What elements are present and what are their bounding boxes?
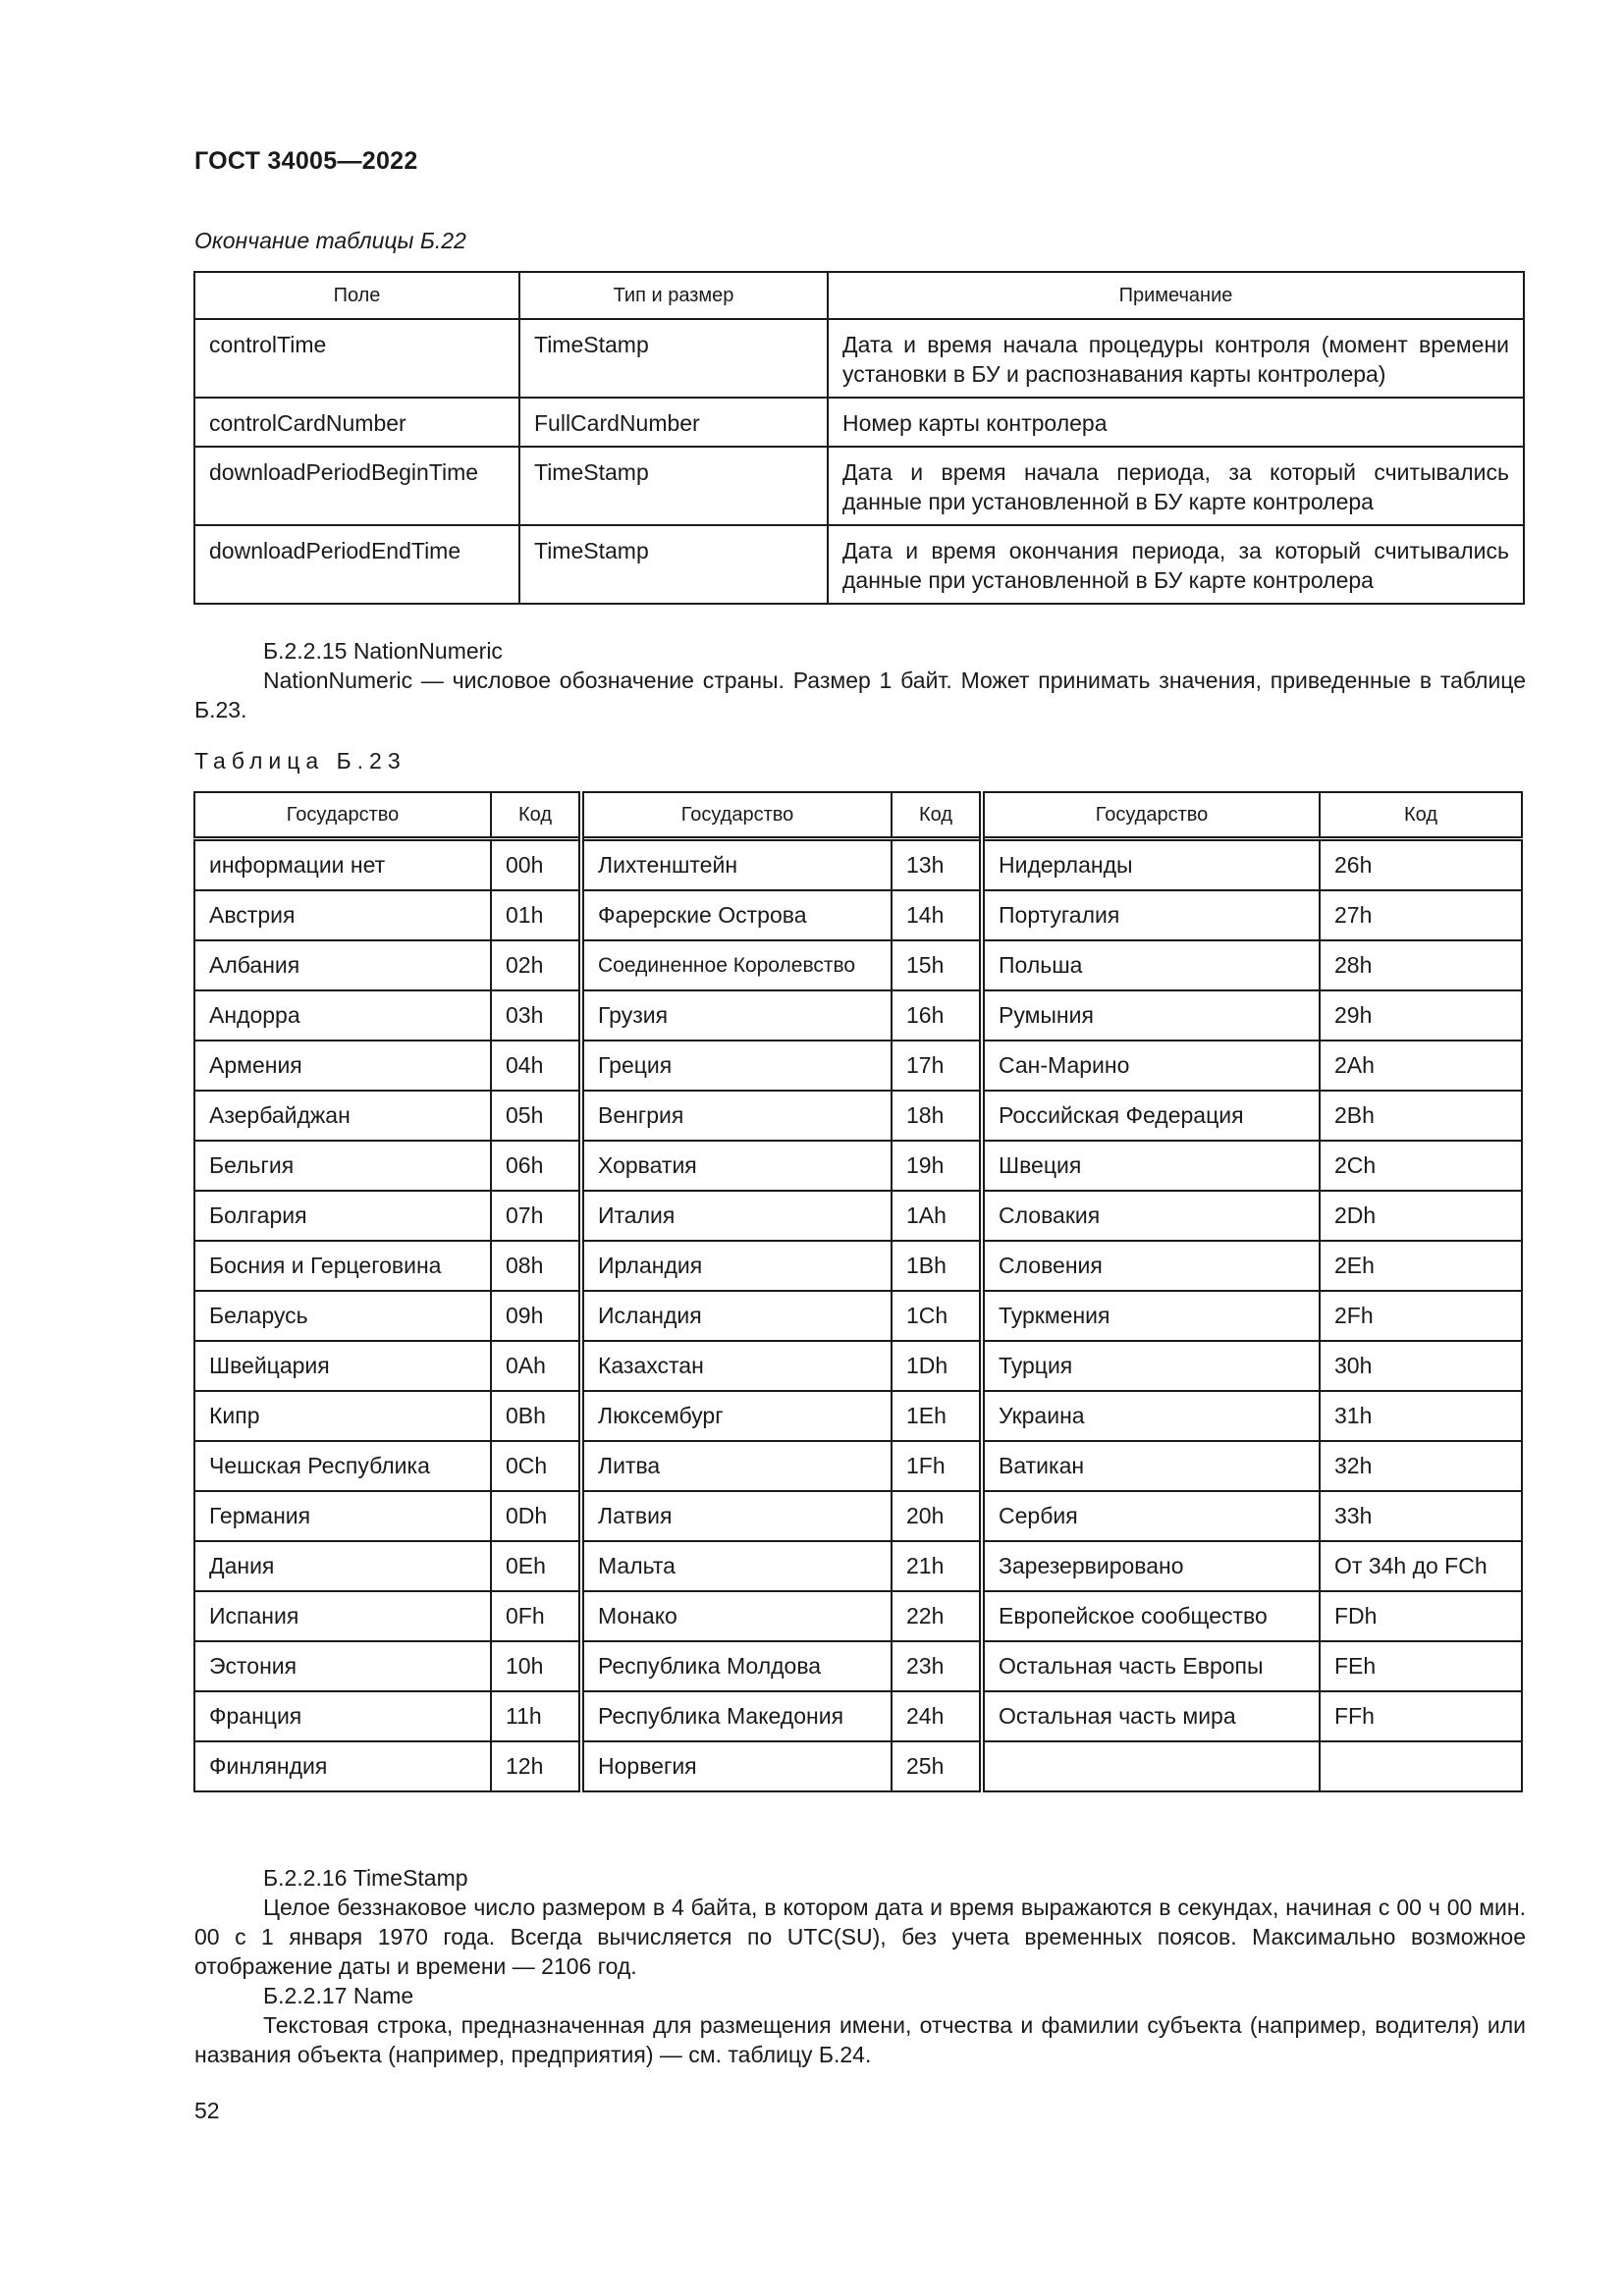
code-cell: 25h [892, 1741, 982, 1791]
country-cell: Албания [194, 940, 491, 990]
code-cell: 30h [1320, 1341, 1522, 1391]
country-cell: Остальная часть мира [982, 1691, 1320, 1741]
table-row [194, 525, 1524, 604]
table-row [194, 1141, 1522, 1191]
code-cell: 2Eh [1320, 1241, 1522, 1291]
field-cell: downloadPeriodBeginTime [194, 447, 519, 525]
code-cell: 12h [491, 1741, 581, 1791]
code-cell: 0Ah [491, 1341, 581, 1391]
table-row [194, 1291, 1522, 1341]
country-cell: Грузия [581, 990, 892, 1041]
code-cell: 0Eh [491, 1541, 581, 1591]
code-cell: 16h [892, 990, 982, 1041]
code-cell: 07h [491, 1191, 581, 1241]
type-cell: TimeStamp [519, 319, 828, 398]
table-row [194, 990, 1522, 1041]
column-header: Примечание [828, 272, 1524, 319]
code-cell: 06h [491, 1141, 581, 1191]
code-cell: 2Dh [1320, 1191, 1522, 1241]
code-cell: 03h [491, 990, 581, 1041]
country-cell: Армения [194, 1041, 491, 1091]
country-cell: Литва [581, 1441, 892, 1491]
table-row [194, 1341, 1522, 1391]
table-header-row [194, 272, 1524, 319]
table-row [194, 319, 1524, 398]
column-header: Тип и размер [519, 272, 828, 319]
country-cell: Чешская Республика [194, 1441, 491, 1491]
code-cell: 26h [1320, 839, 1522, 891]
country-cell: Ватикан [982, 1441, 1320, 1491]
type-cell: TimeStamp [519, 525, 828, 604]
country-cell: Украина [982, 1391, 1320, 1441]
country-cell: Республика Македония [581, 1691, 892, 1741]
table-row [194, 1391, 1522, 1441]
country-cell: Италия [581, 1191, 892, 1241]
country-cell: Остальная часть Европы [982, 1641, 1320, 1691]
field-cell: controlCardNumber [194, 398, 519, 447]
code-cell: 09h [491, 1291, 581, 1341]
country-cell: Румыния [982, 990, 1320, 1041]
table-b22-end [193, 271, 1525, 605]
country-cell: Мальта [581, 1541, 892, 1591]
country-cell: Швейцария [194, 1341, 491, 1391]
code-cell: FFh [1320, 1691, 1522, 1741]
country-cell: Венгрия [581, 1091, 892, 1141]
table-row [194, 447, 1524, 525]
country-cell: Исландия [581, 1291, 892, 1341]
country-cell: Латвия [581, 1491, 892, 1541]
country-cell: Финляндия [194, 1741, 491, 1791]
code-cell: 29h [1320, 990, 1522, 1041]
code-cell: FDh [1320, 1591, 1522, 1641]
country-cell: Соединенное Королевство [581, 940, 892, 990]
country-cell: Кипр [194, 1391, 491, 1441]
column-header: Государство [194, 792, 491, 839]
country-cell: Словения [982, 1241, 1320, 1291]
country-cell: Туркмения [982, 1291, 1320, 1341]
table-b23 [193, 791, 1523, 1792]
table-row [194, 839, 1522, 891]
code-cell: 0Bh [491, 1391, 581, 1441]
code-cell: 22h [892, 1591, 982, 1641]
section-text: Целое беззнаковое число размером в 4 байта, в котором дата и время выражаются в секундах, начиная с 00 ч 00 мин. 00 с 1 января 1970 года. Всегда вычисляется по UTC(SU), без учета временных поясов. Максимально возможное отображение даты и времени — 2106 год. [194, 1895, 1526, 1979]
note-cell: Дата и время начала периода, за который считывались данные при установленной в БУ карте контролера [828, 447, 1524, 525]
country-cell: Беларусь [194, 1291, 491, 1341]
table-row [194, 1191, 1522, 1241]
table-label: Таблица Б.23 [194, 748, 406, 774]
note-cell: Дата и время начала процедуры контроля (момент времени установки в БУ и распознавания карты контролера) [828, 319, 1524, 398]
table-row [194, 1041, 1522, 1091]
country-cell: Зарезервировано [982, 1541, 1320, 1591]
country-cell: Сан-Марино [982, 1041, 1320, 1091]
code-cell: 15h [892, 940, 982, 990]
section-b2217 [194, 1981, 1526, 2069]
code-cell: 24h [892, 1691, 982, 1741]
code-cell: 0Ch [491, 1441, 581, 1491]
table-body [194, 839, 1522, 1792]
column-header: Код [892, 792, 982, 839]
table-row [194, 1691, 1522, 1741]
country-cell: Португалия [982, 890, 1320, 940]
column-header: Код [491, 792, 581, 839]
section-text: NationNumeric — числовое обозначение страны. Размер 1 байт. Может принимать значения, приведенные в таблице Б.23. [194, 667, 1526, 722]
country-cell: Люксембург [581, 1391, 892, 1441]
code-cell: 20h [892, 1491, 982, 1541]
table-row [194, 398, 1524, 447]
table-row [194, 1541, 1522, 1591]
table-row [194, 1591, 1522, 1641]
code-cell: 05h [491, 1091, 581, 1141]
country-cell: Греция [581, 1041, 892, 1091]
field-cell: controlTime [194, 319, 519, 398]
code-cell: 2Fh [1320, 1291, 1522, 1341]
country-cell: Словакия [982, 1191, 1320, 1241]
country-cell: Испания [194, 1591, 491, 1641]
country-cell: Бельгия [194, 1141, 491, 1191]
country-cell [982, 1741, 1320, 1791]
country-cell: Швеция [982, 1141, 1320, 1191]
table-row [194, 1641, 1522, 1691]
code-cell: 1Fh [892, 1441, 982, 1491]
country-cell: Хорватия [581, 1141, 892, 1191]
table-continuation-caption: Окончание таблицы Б.22 [194, 228, 466, 253]
country-cell: Польша [982, 940, 1320, 990]
code-cell: 1Ah [892, 1191, 982, 1241]
code-cell: 2Ah [1320, 1041, 1522, 1091]
note-cell: Номер карты контролера [828, 398, 1524, 447]
country-cell: Азербайджан [194, 1091, 491, 1141]
country-cell: Босния и Герцеговина [194, 1241, 491, 1291]
document-code: ГОСТ 34005—2022 [194, 147, 418, 175]
country-cell: Эстония [194, 1641, 491, 1691]
code-cell: 27h [1320, 890, 1522, 940]
code-cell [1320, 1741, 1522, 1791]
code-cell: 02h [491, 940, 581, 990]
code-cell: 21h [892, 1541, 982, 1591]
code-cell: 0Dh [491, 1491, 581, 1541]
code-cell: 1Bh [892, 1241, 982, 1291]
type-cell: FullCardNumber [519, 398, 828, 447]
country-cell: Монако [581, 1591, 892, 1641]
code-cell: 0Fh [491, 1591, 581, 1641]
column-header: Государство [581, 792, 892, 839]
country-cell: Лихтенштейн [581, 839, 892, 891]
page-number: 52 [194, 2098, 220, 2123]
table-row [194, 1091, 1522, 1141]
code-cell: 19h [892, 1141, 982, 1191]
code-cell: От 34h до FCh [1320, 1541, 1522, 1591]
column-header: Государство [982, 792, 1320, 839]
table-header-row [194, 792, 1522, 839]
country-cell: Российская Федерация [982, 1091, 1320, 1141]
code-cell: 2Bh [1320, 1091, 1522, 1141]
country-cell: Дания [194, 1541, 491, 1591]
section-heading: Б.2.2.17 Name [263, 1983, 414, 2008]
code-cell: 1Ch [892, 1291, 982, 1341]
country-cell: Европейское сообщество [982, 1591, 1320, 1641]
country-cell: Казахстан [581, 1341, 892, 1391]
code-cell: 28h [1320, 940, 1522, 990]
type-cell: TimeStamp [519, 447, 828, 525]
code-cell: FEh [1320, 1641, 1522, 1691]
table-row [194, 1241, 1522, 1291]
code-cell: 18h [892, 1091, 982, 1141]
table-row [194, 940, 1522, 990]
country-cell: Австрия [194, 890, 491, 940]
column-header: Код [1320, 792, 1522, 839]
country-cell: Андорра [194, 990, 491, 1041]
code-cell: 23h [892, 1641, 982, 1691]
code-cell: 17h [892, 1041, 982, 1091]
code-cell: 00h [491, 839, 581, 891]
country-cell: информации нет [194, 839, 491, 891]
country-cell: Ирландия [581, 1241, 892, 1291]
country-cell: Фарерские Острова [581, 890, 892, 940]
code-cell: 13h [892, 839, 982, 891]
country-cell: Республика Молдова [581, 1641, 892, 1691]
country-cell: Сербия [982, 1491, 1320, 1541]
country-cell: Германия [194, 1491, 491, 1541]
code-cell: 01h [491, 890, 581, 940]
code-cell: 08h [491, 1241, 581, 1291]
code-cell: 2Ch [1320, 1141, 1522, 1191]
table-row [194, 1441, 1522, 1491]
country-cell: Франция [194, 1691, 491, 1741]
note-cell: Дата и время окончания периода, за который считывались данные при установленной в БУ карте контролера [828, 525, 1524, 604]
field-cell: downloadPeriodEndTime [194, 525, 519, 604]
code-cell: 04h [491, 1041, 581, 1091]
code-cell: 10h [491, 1641, 581, 1691]
code-cell: 1Dh [892, 1341, 982, 1391]
country-cell: Нидерланды [982, 839, 1320, 891]
country-cell: Норвегия [581, 1741, 892, 1791]
table-row [194, 890, 1522, 940]
country-cell: Турция [982, 1341, 1320, 1391]
section-b2216 [194, 1863, 1526, 1981]
code-cell: 33h [1320, 1491, 1522, 1541]
table-row [194, 1741, 1522, 1791]
table-row [194, 1491, 1522, 1541]
section-heading: Б.2.2.15 NationNumeric [263, 638, 503, 664]
code-cell: 14h [892, 890, 982, 940]
code-cell: 32h [1320, 1441, 1522, 1491]
section-text: Текстовая строка, предназначенная для размещения имени, отчества и фамилии субъекта (например, водителя) или названия объекта (например, предприятия) — см. таблицу Б.24. [194, 2012, 1526, 2067]
section-heading: Б.2.2.16 TimeStamp [263, 1865, 468, 1891]
code-cell: 1Eh [892, 1391, 982, 1441]
section-b2215 [194, 636, 1526, 724]
column-header: Поле [194, 272, 519, 319]
code-cell: 31h [1320, 1391, 1522, 1441]
code-cell: 11h [491, 1691, 581, 1741]
country-cell: Болгария [194, 1191, 491, 1241]
